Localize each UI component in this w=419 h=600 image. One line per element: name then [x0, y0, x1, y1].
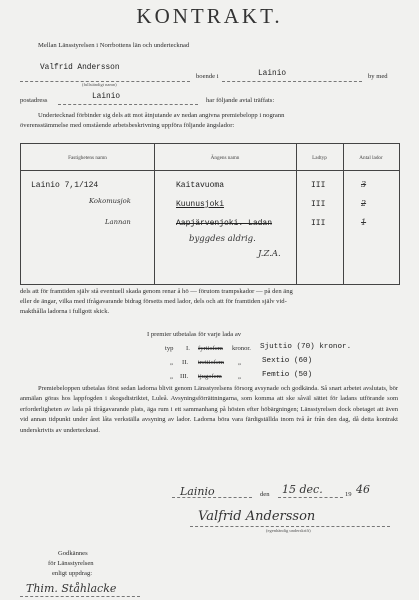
by-med-label: by med — [368, 73, 388, 80]
premium-intro: I premier utbetalas för varje lada av — [147, 331, 242, 338]
premium-printed-amount: tjugofem — [198, 373, 222, 380]
den-label: den — [260, 491, 270, 498]
boende-value: Lainio — [258, 70, 287, 78]
premium-typ: III. — [180, 373, 189, 380]
header-ladtyp: Ladtyp — [312, 155, 327, 161]
premium-printed-amount: trettiofem — [198, 359, 224, 366]
premium-typ-label: typ — [165, 345, 174, 352]
barns-table — [20, 143, 400, 285]
premium-unit: kronor. — [232, 345, 251, 352]
paragraph-2-line-3: makthålla ladorna i fullgott skick. — [20, 308, 110, 315]
document-title: KONTRAKT. — [136, 4, 283, 28]
quote-marks: „ — [238, 373, 241, 380]
antal-value: 1 — [361, 218, 367, 227]
table-divider — [343, 144, 344, 284]
postadress-label: postadress — [20, 97, 48, 104]
signing-place: Lainio — [180, 485, 215, 498]
quote-marks: „ — [170, 373, 173, 380]
boende-underline — [222, 81, 362, 82]
approval-line-3: enligt uppdrag: — [52, 570, 93, 577]
year-prefix: 19 — [345, 491, 352, 498]
place-underline — [172, 497, 252, 498]
quote-marks: „ — [170, 359, 173, 366]
ladtyp-value: III — [311, 181, 326, 190]
ladtyp-value: III — [311, 200, 326, 209]
header-antal: Antal lador — [359, 155, 383, 161]
official-signature-underline — [20, 596, 140, 597]
margin-annotation: Lannan — [105, 218, 131, 226]
agreement-label: har följande avtal träffats: — [206, 97, 275, 104]
signing-year: 46 — [356, 483, 370, 496]
table-divider — [296, 144, 297, 284]
boende-label: boende i — [196, 73, 219, 80]
postadress-value: Lainio — [92, 93, 121, 101]
paragraph-1-line-1: Undertecknad förbinder sig dels att mot åtnjutande av nedan angivna premiebelopp i nogrann — [38, 112, 285, 119]
paragraph-3: Premiebeloppen utbetalas först sedan ladorna blivit genom Länsstyrelsens försorg avsynade och godkända. Så snart arbetet avslutats, bör anmälan göras hos lappfogden i skogsdistriktet, Luleå. Avsyningsförrättningarna, som komma att ske såväl sättet för ladans utförande som erforderligheten av lada på ifrågavarande plats, äga rum i ett sammanhang på hösten efter höbärgningen; Länsstyrelsen dock obetaget att även vid annan tidpunkt under året låta verkställa avsyning av lador. Ladorna böra vara färdigställda inom två år från den dag, då detta kontrakt underskrivits av undertecknad. — [20, 385, 398, 434]
date-underline — [278, 497, 343, 498]
antal-value: 2 — [361, 199, 367, 208]
premium-typed-amount: Sjuttio (70) kronor. — [260, 343, 352, 351]
premium-printed-amount: fyrtiofem — [198, 345, 223, 352]
quote-marks: „ — [238, 359, 241, 366]
contractor-name: Valfrid Andersson — [40, 64, 120, 72]
intro-text: Mellan Länsstyrelsen i Norrbottens län och undertecknad — [38, 42, 190, 49]
approval-line-2: för Länsstyrelsen — [48, 560, 94, 567]
signature-underline — [190, 526, 390, 527]
approval-line-1: Godkännes — [58, 550, 88, 557]
paragraph-2-line-1: dels att för framtiden själv stå eventuell skada genom renar å hö — förutom trampskador — på den äng — [20, 288, 293, 295]
table-header-rule — [21, 170, 399, 171]
premium-typed-amount: Femtio (50) — [262, 371, 313, 379]
angen-name: Kaitavuoma — [176, 181, 225, 190]
postadress-underline — [58, 104, 198, 105]
official-signature: Thim. Ståhlacke — [26, 582, 117, 595]
antal-value: 3 — [361, 180, 367, 189]
table-divider — [154, 144, 155, 284]
angen-name: Aapjärvenjoki. Ladan — [176, 219, 273, 228]
header-fastighet: Fastighetens namn — [68, 155, 107, 161]
header-angen: Ängens namn — [210, 155, 240, 161]
fastighet-value: Lainio 7,1/124 — [31, 181, 99, 190]
name-caption: (fullständigt namn) — [82, 82, 117, 87]
premium-typed-amount: Sextio (60) — [262, 357, 313, 365]
ladtyp-value: III — [311, 219, 326, 228]
angen-name: Kuunusjoki — [176, 200, 225, 209]
handwritten-note: byggdes aldrig. — [189, 234, 256, 244]
premium-typ: I. — [186, 345, 190, 352]
handwritten-initials: J.Z.A. — [258, 249, 281, 259]
paragraph-2-line-2: eller de ängar, vilka med ifrågavarande bidrag försetts med lador, dels och att för framtiden själv vid- — [20, 298, 287, 305]
signature-caption: (egenhändig underskrift) — [266, 528, 311, 533]
contractor-signature: Valfrid Andersson — [198, 509, 316, 524]
premium-typ: II. — [182, 359, 189, 366]
margin-annotation: Kokomusjok — [89, 197, 131, 205]
signing-date: 15 dec. — [282, 483, 323, 496]
paragraph-1-line-2: överensstämmelse med omstående arbetsbeskrivning uppföra följande ängslador: — [20, 122, 235, 129]
